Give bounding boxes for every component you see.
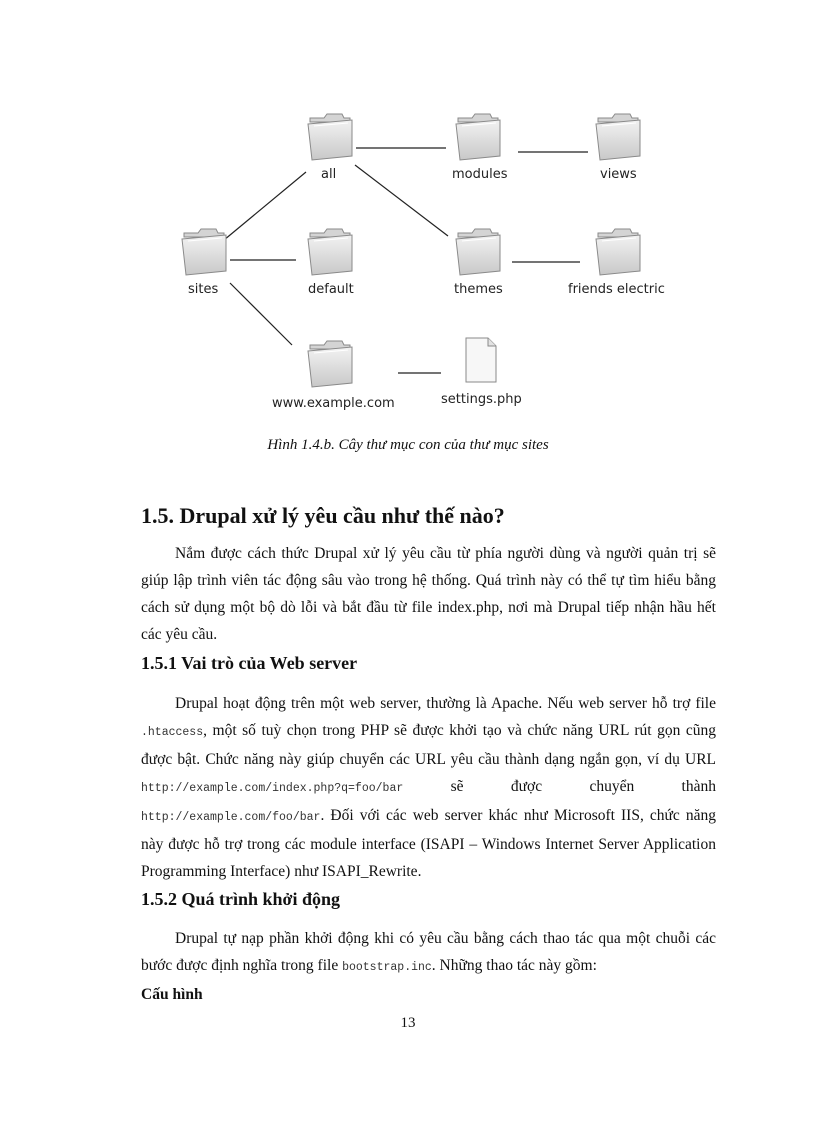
web-server-text-a: Drupal hoạt động trên một web server, thường là Apache. Nếu web server hỗ trợ file bbox=[175, 695, 716, 712]
folder-example-icon bbox=[308, 341, 352, 387]
figure-caption: Hình 1.4.b. Cây thư mục con của thư mục sites bbox=[267, 437, 549, 453]
tree-connectors bbox=[218, 148, 588, 373]
bootstrap-paragraph bbox=[141, 925, 716, 981]
node-label-settings: settings.php bbox=[441, 392, 522, 407]
node-label-themes: themes bbox=[454, 282, 503, 297]
section-title: 1.5. Drupal xử lý yêu cầu như thế nào? bbox=[141, 503, 505, 528]
node-label-modules: modules bbox=[452, 167, 508, 182]
node-label-default: default bbox=[308, 282, 354, 297]
file-settings-icon bbox=[466, 338, 496, 382]
folder-themes-icon bbox=[456, 229, 500, 275]
config-subheading: Cấu hình bbox=[141, 986, 203, 1003]
folder-default-icon bbox=[308, 229, 352, 275]
node-label-views: views bbox=[600, 167, 637, 182]
folder-views-icon bbox=[596, 114, 640, 160]
node-label-friends-electric: friends electric bbox=[568, 282, 665, 297]
node-label-sites: sites bbox=[188, 282, 219, 297]
directory-tree-figure bbox=[0, 0, 816, 430]
page-number: 13 bbox=[400, 1015, 416, 1031]
tree-diagram bbox=[0, 0, 816, 430]
code-long-url: http://example.com/index.php?q=foo/bar bbox=[141, 782, 404, 795]
node-label-example: www.example.com bbox=[272, 396, 395, 411]
folder-all-icon bbox=[308, 114, 352, 160]
code-short-url: http://example.com/foo/bar bbox=[141, 811, 321, 824]
folder-modules-icon bbox=[456, 114, 500, 160]
web-server-paragraph bbox=[141, 690, 716, 885]
section-intro bbox=[141, 540, 716, 648]
node-label-all: all bbox=[321, 167, 337, 182]
bootstrap-body bbox=[141, 925, 716, 981]
web-server-text-c: sẽ được chuyển thành bbox=[403, 778, 716, 795]
code-bootstrap-inc: bootstrap.inc bbox=[342, 961, 432, 974]
web-server-body bbox=[141, 690, 716, 885]
bootstrap-text-b: . Những thao tác này gồm: bbox=[431, 957, 597, 974]
folder-friends-electric-icon bbox=[596, 229, 640, 275]
web-server-text-d: . Đối với các web server khác như Microsoft IIS, chức năng này được hỗ trợ trong các module interface (ISAPI – Windows Internet Server Application Programming Interface) như ISAPI_Rewrite. bbox=[141, 807, 716, 880]
intro-paragraph: Nắm được cách thức Drupal xử lý yêu cầu từ phía người dùng và người quản trị sẽ giúp lập trình viên tác động sâu vào trong hệ thống. Quá trình này có thể tự tìm hiểu bằng cách sử dụng một bộ dò lỗi và bắt đầu từ file index.php, nơi mà Drupal tiếp nhận hầu hết các yêu cầu. bbox=[141, 545, 716, 643]
web-server-text-b: , một số tuỳ chọn trong PHP sẽ được khởi tạo và chức năng URL rút gọn cũng được bật. Chức năng này giúp chuyển các URL yêu cầu thành dạng ngắn gọn, ví dụ URL bbox=[141, 722, 716, 768]
subsection-title-web-server: 1.5.1 Vai trò của Web server bbox=[141, 653, 358, 673]
subsection-title-bootstrap: 1.5.2 Quá trình khởi động bbox=[141, 889, 341, 909]
bootstrap-text-a: Drupal tự nạp phần khởi động khi có yêu cầu bằng cách thao tác qua một chuỗi các bước được định nghĩa trong file bbox=[141, 930, 716, 974]
folder-sites-icon bbox=[182, 229, 226, 275]
code-htaccess: .htaccess bbox=[141, 726, 204, 739]
